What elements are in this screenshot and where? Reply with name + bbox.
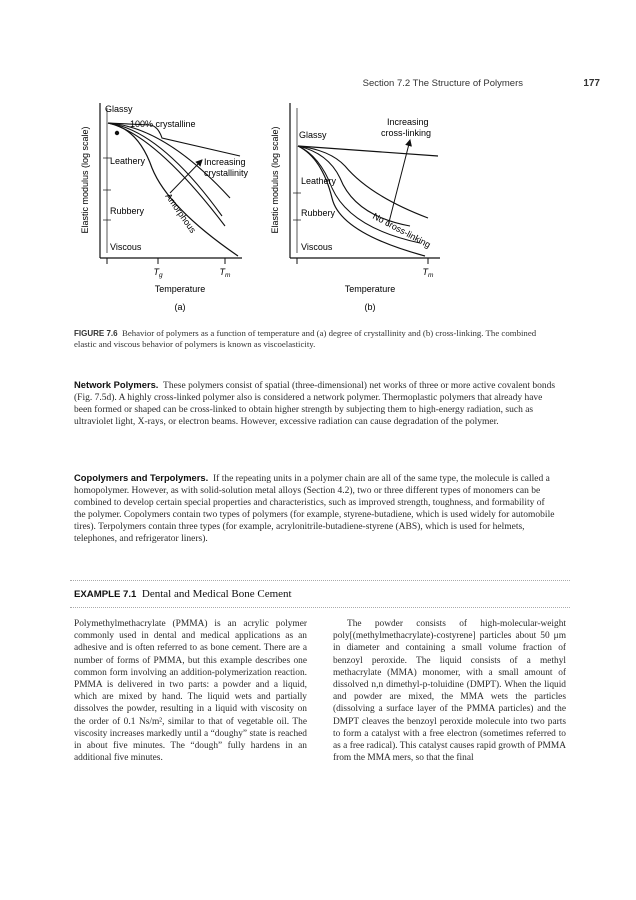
page-number: 177	[583, 78, 600, 89]
example-label: EXAMPLE 7.1	[74, 589, 137, 600]
panel-a-xlabel: Temperature	[154, 284, 206, 294]
example-heading	[74, 588, 554, 600]
panel-a	[80, 103, 249, 312]
panel-a-tick-tg: $T_g$	[153, 267, 163, 279]
panel-b-tick-tm: $T_m$	[422, 267, 434, 279]
example-top-rule	[70, 580, 570, 581]
figure-7-6	[70, 98, 550, 318]
caption-text: Behavior of polymers as a function of temperature and (a) degree of crystallinity and (b) cross-linking. The combined elastic and viscous behavior of polymers is known as viscoelasticity.	[74, 328, 537, 350]
panel-a-annotation-increasing-line1: Increasing	[204, 157, 246, 167]
panel-b-annotation-increasing-line2: cross-linking	[381, 128, 432, 138]
panel-b	[270, 103, 440, 312]
panel-b-label-glassy: Glassy	[299, 130, 327, 140]
panel-b-label-leathery: Leathery	[301, 176, 337, 186]
paragraph-copolymers	[74, 472, 556, 545]
panel-a-annotation-100-crystalline: 100% crystalline	[130, 119, 196, 129]
paragraph-text: If the repeating units in a polymer chain are all of the same type, the molecule is called a homopolymer. However, as with solid-solution metal alloys (Section 4.2), two or three different types of monomers can be combined to develop certain special properties and characteristics, such as improved strength, toughness, and formability of the polymer. Copolymers contain two types of polymers (for example, styrene-butadiene, which is used widely for automobile tires). Terpolymers contain three types (for example, acrylonitrile-butadiene-styrene (ABS), which is used for helmets, telephones, and refrigerator liners).	[74, 474, 555, 544]
panel-b-ylabel: Elastic modulus (log scale)	[270, 126, 280, 234]
caption-label: FIGURE 7.6	[74, 329, 118, 338]
panel-b-annotation-increasing-line1: Increasing	[387, 117, 429, 127]
paragraph-heading: Copolymers and Terpolymers.	[74, 472, 209, 483]
panel-a-label-glassy: Glassy	[105, 104, 133, 114]
panel-a-tick-tm: $T_m$	[219, 267, 231, 279]
figure-caption	[74, 328, 554, 351]
panel-a-increasing-arrow	[170, 160, 202, 193]
panel-a-annotation-increasing-line2: crystallinity	[204, 168, 249, 178]
figure-drawing	[70, 98, 550, 318]
panel-a-label-leathery: Leathery	[110, 156, 146, 166]
panel-b-label-viscous: Viscous	[301, 242, 333, 252]
panel-a-label-viscous: Viscous	[110, 242, 142, 252]
panel-b-label-rubbery: Rubbery	[301, 208, 336, 218]
panel-b-annotation-no-crosslinking: No cross-linking	[371, 210, 433, 250]
panel-b-sublabel: (b)	[364, 302, 376, 312]
paragraph-text: These polymers consist of spatial (three-dimensional) net works of three or more active covalent bonds (Fig. 7.5d). A highly cross-linked polymer also is considered a network polymer. Thermoplastic polymers that already have been formed or shaped can be cross-linked to obtain higher strength by subjecting them to high-energy radiation, such as ultraviolet light, X-rays, or electron beams. However, excessive radiation can cause degradation of the polymer.	[74, 381, 556, 427]
example-title-rule	[70, 607, 570, 608]
paragraph-heading: Network Polymers.	[74, 379, 159, 390]
example-title: Dental and Medical Bone Cement	[141, 588, 292, 600]
example-column-right: The powder consists of high-molecular-weight poly[(methylmethacrylate)-costyrene] particles about 50 μm in diameter and containing a small volume fraction of benzoyl peroxide. The liquid consists of a methyl methacrylate (MMA) monomer, with a small amount of dissolved n,n dimethyl-p-toluidine (DMPT). When the liquid and powder are mixed, the MMA wets the particles (dissolving a surface layer of the PMMA particles) and the DMPT cleaves the benzoyl peroxide molecule into two parts to form a catalyst with a free electron (sometimes referred to as a free radical). This catalyst causes rapid growth of PMMA from the MMA mers, so that the final	[333, 619, 566, 764]
section-title: Section 7.2 The Structure of Polymers	[362, 78, 523, 89]
panel-b-xlabel: Temperature	[344, 284, 396, 294]
panel-a-ylabel: Elastic modulus (log scale)	[80, 126, 90, 234]
panel-a-transition-dot	[115, 131, 119, 135]
running-head	[0, 78, 600, 92]
panel-a-sublabel: (a)	[174, 302, 186, 312]
panel-a-annotation-amorphous: Amorphous	[163, 191, 198, 235]
panel-a-label-rubbery: Rubbery	[110, 206, 145, 216]
example-column-left: Polymethylmethacrylate (PMMA) is an acrylic polymer commonly used in dental and medical applications as an adhesive and is often referred to as bone cement. There are a number of forms of PMMA, but this example describes one common form involving an addition-polymerization reaction. PMMA is delivered in two parts: a powder and a liquid, which are mixed by hand. The liquid wets and partially dissolves the powder, resulting in a liquid with viscosity on the order of 0.1 Ns/m², similar to that of vegetable oil. The viscosity increases markedly until a “doughy” state is reached in about five minutes. The “dough” fully hardens in an additional five minutes.	[74, 619, 307, 764]
paragraph-network-polymers	[74, 379, 556, 428]
